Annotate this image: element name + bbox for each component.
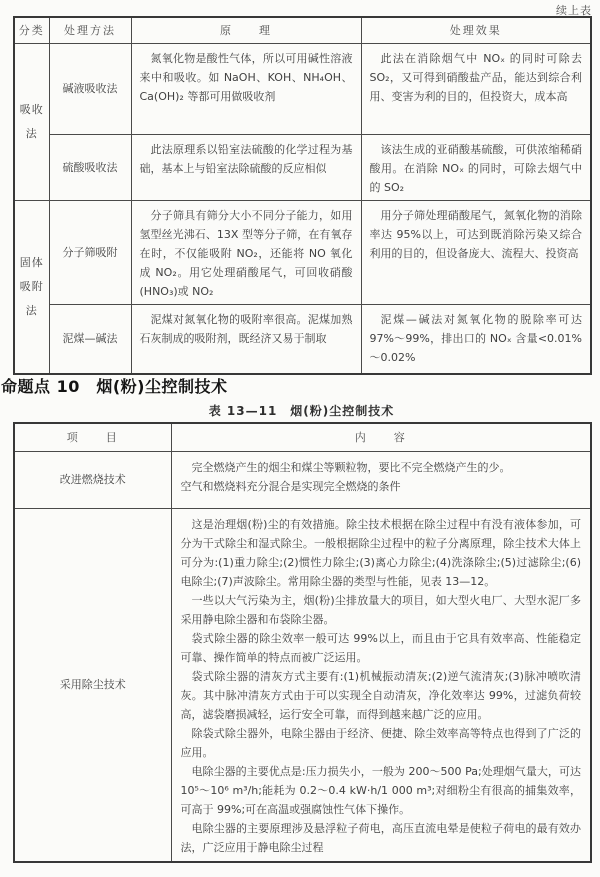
table-row <box>14 304 591 374</box>
section-heading: 命题点 10 烟(粉)尘控制技术 <box>1 377 228 396</box>
content-paragraph: 除袋式除尘器外，电除尘器由于经济、便捷、除尘效率高等特点也得到了广泛的应用。 <box>180 726 581 759</box>
method-peat-alkali-cell: 泥煤—碱法 <box>49 304 131 374</box>
principle-text: 此法原理系以铅室法硫酸的化学过程为基础，基本上与铅室法除硫酸的反应相似 <box>139 142 353 175</box>
table-row <box>14 200 591 304</box>
method-molecular-sieve-cell: 分子筛吸附 <box>49 200 131 304</box>
principle-alkali-absorption-cell <box>131 43 361 134</box>
effect-alkali-absorption-cell <box>361 43 591 134</box>
t1-header-method: 处理方法 <box>49 17 131 43</box>
item-dust-removal-cell: 采用除尘技术 <box>14 508 171 862</box>
table-row <box>14 451 591 508</box>
dust-control-table <box>13 422 592 863</box>
content-improve-combustion-cell <box>171 451 591 508</box>
category-solid-adsorption-cell: 固体 吸附 法 <box>14 200 49 374</box>
t1-header-effect: 处理效果 <box>361 17 591 43</box>
effect-sulfuric-absorption-cell <box>361 134 591 200</box>
effect-peat-alkali-cell <box>361 304 591 374</box>
category-absorption-cell: 吸收 法 <box>14 43 49 200</box>
method-alkali-absorption-cell: 碱液吸收法 <box>49 43 131 134</box>
content-paragraph: 电除尘器的主要原理涉及悬浮粒子荷电，高压直流电晕是使粒子荷电的最有效办法，广泛应用于静电除尘过程 <box>180 821 581 854</box>
principle-sulfuric-absorption-cell <box>131 134 361 200</box>
content-paragraph: 电除尘器的主要优点是:压力损失小，一般为 200～500 Pa;处理烟气量大，可达 10⁵～10⁶ m³/h;能耗为 0.2～0.4 kW·h/1 000 m³;对细粉尘有很高的捕集效率，可高于 99%;可在高温或强腐蚀性气体下操作。 <box>180 764 581 816</box>
nox-control-table <box>13 16 592 375</box>
effect-text: 用分子筛处理硝酸尾气，氮氧化物的消除率达 95%以上，可达到既消除污染又综合利用的目的，但设备庞大、流程大、投资高 <box>369 208 582 260</box>
principle-peat-alkali-cell <box>131 304 361 374</box>
content-paragraph: 袋式除尘器的除尘效率一般可达 99%以上，而且由于它具有效率高、性能稳定可靠、操作简单的特点而被广泛运用。 <box>180 631 581 664</box>
effect-text: 该法生成的亚硝酸基硫酸，可供浓缩稀硝酸用。在消除 NOₓ 的同时，可除去烟气中的 SO₂ <box>369 142 582 194</box>
table-row <box>14 43 591 134</box>
t2-header-row <box>14 423 591 451</box>
effect-molecular-sieve-cell <box>361 200 591 304</box>
t2-header-item: 项 目 <box>14 423 171 451</box>
principle-text: 分子筛具有筛分大小不同分子能力，如用氢型丝光沸石、13X 型等分子筛，在有氧存在时，不仅能吸附 NO₂，还能将 NO 氧化成 NO₂。用它处理硝酸尾气，可回收硝酸(HNO₃)或 NO₂ <box>139 208 353 298</box>
table-row <box>14 508 591 862</box>
t1-header-category: 分类 <box>14 17 49 43</box>
effect-text: 此法在消除烟气中 NOₓ 的同时可除去 SO₂，又可得到硝酸盐产品，能达到综合利用、变害为利的目的，但投资大，成本高 <box>369 51 582 103</box>
t1-header-row <box>14 17 591 43</box>
content-paragraph: 空气和燃烧料充分混合是实现完全燃烧的条件 <box>180 479 401 493</box>
principle-text: 氮氧化物是酸性气体，所以可用碱性溶液来中和吸收。如 NaOH、KOH、NH₄OH、Ca(OH)₂ 等都可用做吸收剂 <box>139 51 353 103</box>
method-sulfuric-absorption-cell: 硫酸吸收法 <box>49 134 131 200</box>
content-paragraph: 袋式除尘器的清灰方式主要有:(1)机械振动清灰;(2)逆气流清灰;(3)脉冲喷吹清灰。其中脉冲清灰方式由于可以实现全自动清灰，净化效率达 99%，过滤负荷较高，滤袋磨损减轻，运行安全可靠，而得到越来越广泛的应用。 <box>180 669 581 721</box>
t2-header-content: 内 容 <box>171 423 591 451</box>
effect-text: 泥煤—碱法对氮氧化物的脱除率可达 97%～99%，排出口的 NOₓ 含量<0.01%～0.02% <box>369 312 582 364</box>
continued-table-label: 续上表 <box>556 4 592 17</box>
content-paragraph: 完全燃烧产生的烟尘和煤尘等颗粒物，要比不完全燃烧产生的少。 <box>191 460 511 474</box>
content-paragraph: 这是治理烟(粉)尘的有效措施。除尘技术根据在除尘过程中有没有液体参加，可分为干式除尘和湿式除尘。一般根据除尘过程中的粒子分离原理，除尘技术大体上可分为:(1)重力除尘;(2)惯性力除尘;(3)离心力除尘;(4)洗涤除尘;(5)过滤除尘;(6)电除尘;(7)声波除尘。常用除尘器的类型与性能，见表 13—12。 <box>180 517 581 588</box>
principle-text: 泥煤对氮氧化物的吸附率很高。泥煤加熟石灰制成的吸附剂，既经济又易于制取 <box>139 312 353 345</box>
t1-header-principle: 原 理 <box>131 17 361 43</box>
table-row <box>14 134 591 200</box>
table-caption: 表 13—11 烟(粉)尘控制技术 <box>208 404 395 418</box>
content-text-block <box>181 515 582 857</box>
principle-molecular-sieve-cell <box>131 200 361 304</box>
item-improve-combustion-cell: 改进燃烧技术 <box>14 451 171 508</box>
content-paragraph: 一些以大气污染为主，烟(粉)尘排放量大的项目，如大型火电厂、大型水泥厂多采用静电除尘器和布袋除尘器。 <box>180 593 581 626</box>
content-dust-removal-cell <box>171 508 591 862</box>
